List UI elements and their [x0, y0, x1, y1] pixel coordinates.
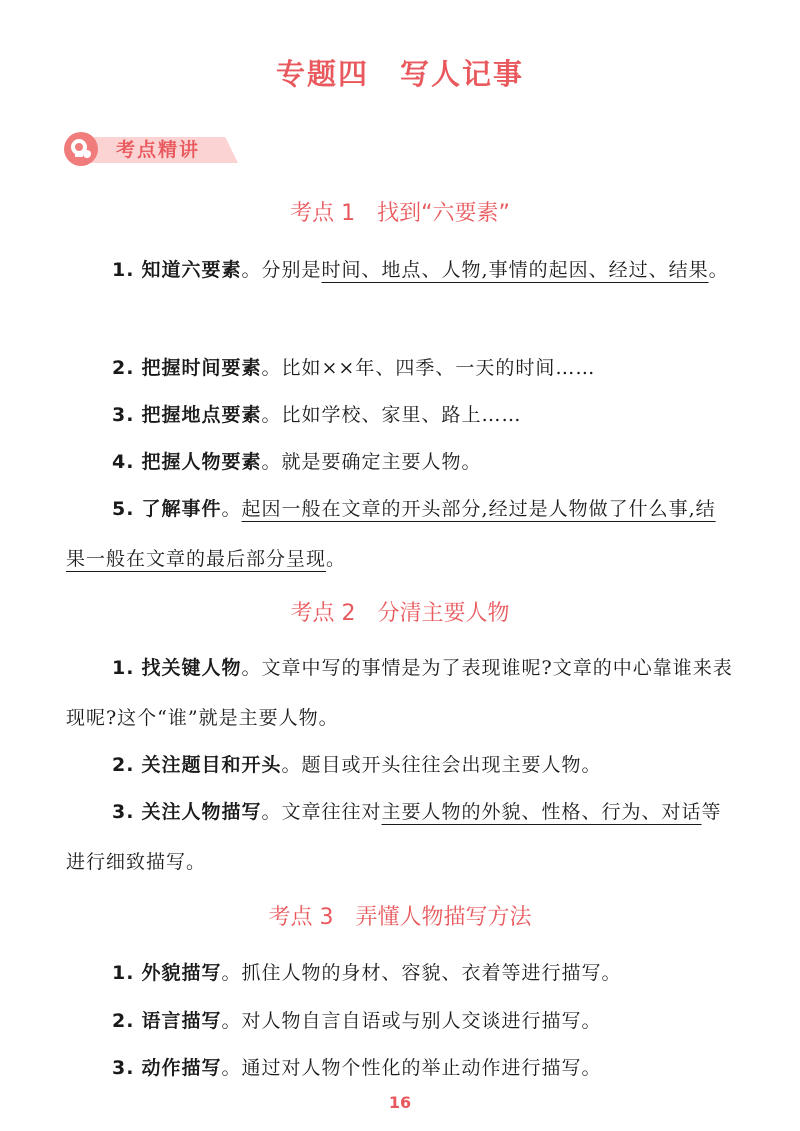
list-item — [66, 740, 734, 790]
item-number: 2. — [112, 357, 135, 379]
item-text: 。分别是 — [241, 259, 322, 281]
item-underlined-text: 时间、地点、人物,事情的起因、经过、结果 — [321, 259, 709, 281]
item-number: 2. — [112, 1010, 135, 1032]
section-badge — [64, 131, 240, 169]
list-item — [66, 437, 734, 487]
item-keyword: 把握时间要素 — [141, 357, 262, 379]
item-text: 。就是要确定主要人物。 — [261, 451, 482, 473]
list-item — [66, 948, 734, 998]
item-text: 。 — [221, 498, 242, 520]
page-number: 16 — [388, 1093, 412, 1112]
item-keyword: 外貌描写 — [141, 962, 222, 984]
list-item — [66, 484, 734, 584]
topic-heading: 考点 2 分清主要人物 — [290, 601, 510, 626]
item-keyword: 把握地点要素 — [141, 404, 262, 426]
item-number: 2. — [112, 754, 135, 776]
list-item — [66, 996, 734, 1046]
item-text: 。题目或开头往往会出现主要人物。 — [281, 754, 602, 776]
item-text: 。对人物自言自语或与别人交谈进行描写。 — [221, 1010, 602, 1032]
list-item — [66, 343, 734, 393]
item-text-end: 。 — [708, 259, 729, 281]
item-keyword: 知道六要素 — [141, 259, 242, 281]
item-number: 4. — [112, 451, 135, 473]
list-item — [66, 643, 734, 743]
item-number: 5. — [112, 498, 135, 520]
item-text: 。比如××年、四季、一天的时间…… — [261, 357, 596, 379]
section-badge-label: 考点精讲 — [116, 139, 201, 161]
chapter-title: 专题四 写人记事 — [275, 57, 524, 91]
topic-heading: 考点 1 找到“六要素” — [290, 201, 510, 226]
list-item — [66, 390, 734, 440]
item-keyword: 动作描写 — [141, 1057, 222, 1079]
item-text: 。抓住人物的身材、容貌、衣着等进行描写。 — [221, 962, 622, 984]
list-item — [66, 245, 734, 295]
item-keyword: 语言描写 — [141, 1010, 222, 1032]
item-keyword: 找关键人物 — [141, 657, 242, 679]
item-number: 3. — [112, 1057, 135, 1079]
item-text-end: 等进行细致描写。 — [66, 801, 722, 873]
item-number: 1. — [112, 657, 135, 679]
item-keyword: 了解事件 — [141, 498, 222, 520]
item-keyword: 关注题目和开头 — [141, 754, 282, 776]
item-underlined-text: 起因一般在文章的开头部分,经过是人物做了什么事,结果一般在文章的最后部分呈现 — [66, 498, 716, 570]
item-text: 。比如学校、家里、路上…… — [261, 404, 522, 426]
item-number: 1. — [112, 962, 135, 984]
list-item — [66, 1043, 734, 1093]
item-number: 3. — [112, 404, 135, 426]
item-number: 1. — [112, 259, 135, 281]
item-text-end: 。 — [326, 548, 347, 570]
item-underlined-text: 主要人物的外貌、性格、行为、对话 — [381, 801, 702, 823]
list-item — [66, 787, 734, 887]
lightbulb-icon — [64, 132, 98, 166]
item-text: 。文章往往对 — [261, 801, 382, 823]
item-keyword: 关注人物描写 — [141, 801, 262, 823]
item-keyword: 把握人物要素 — [141, 451, 262, 473]
item-text: 。通过对人物个性化的举止动作进行描写。 — [221, 1057, 602, 1079]
item-number: 3. — [112, 801, 135, 823]
topic-heading: 考点 3 弄懂人物描写方法 — [268, 905, 532, 930]
item-text: 。文章中写的事情是为了表现谁呢?文章的中心靠谁来表现呢?这个“谁”就是主要人物。 — [66, 657, 733, 729]
